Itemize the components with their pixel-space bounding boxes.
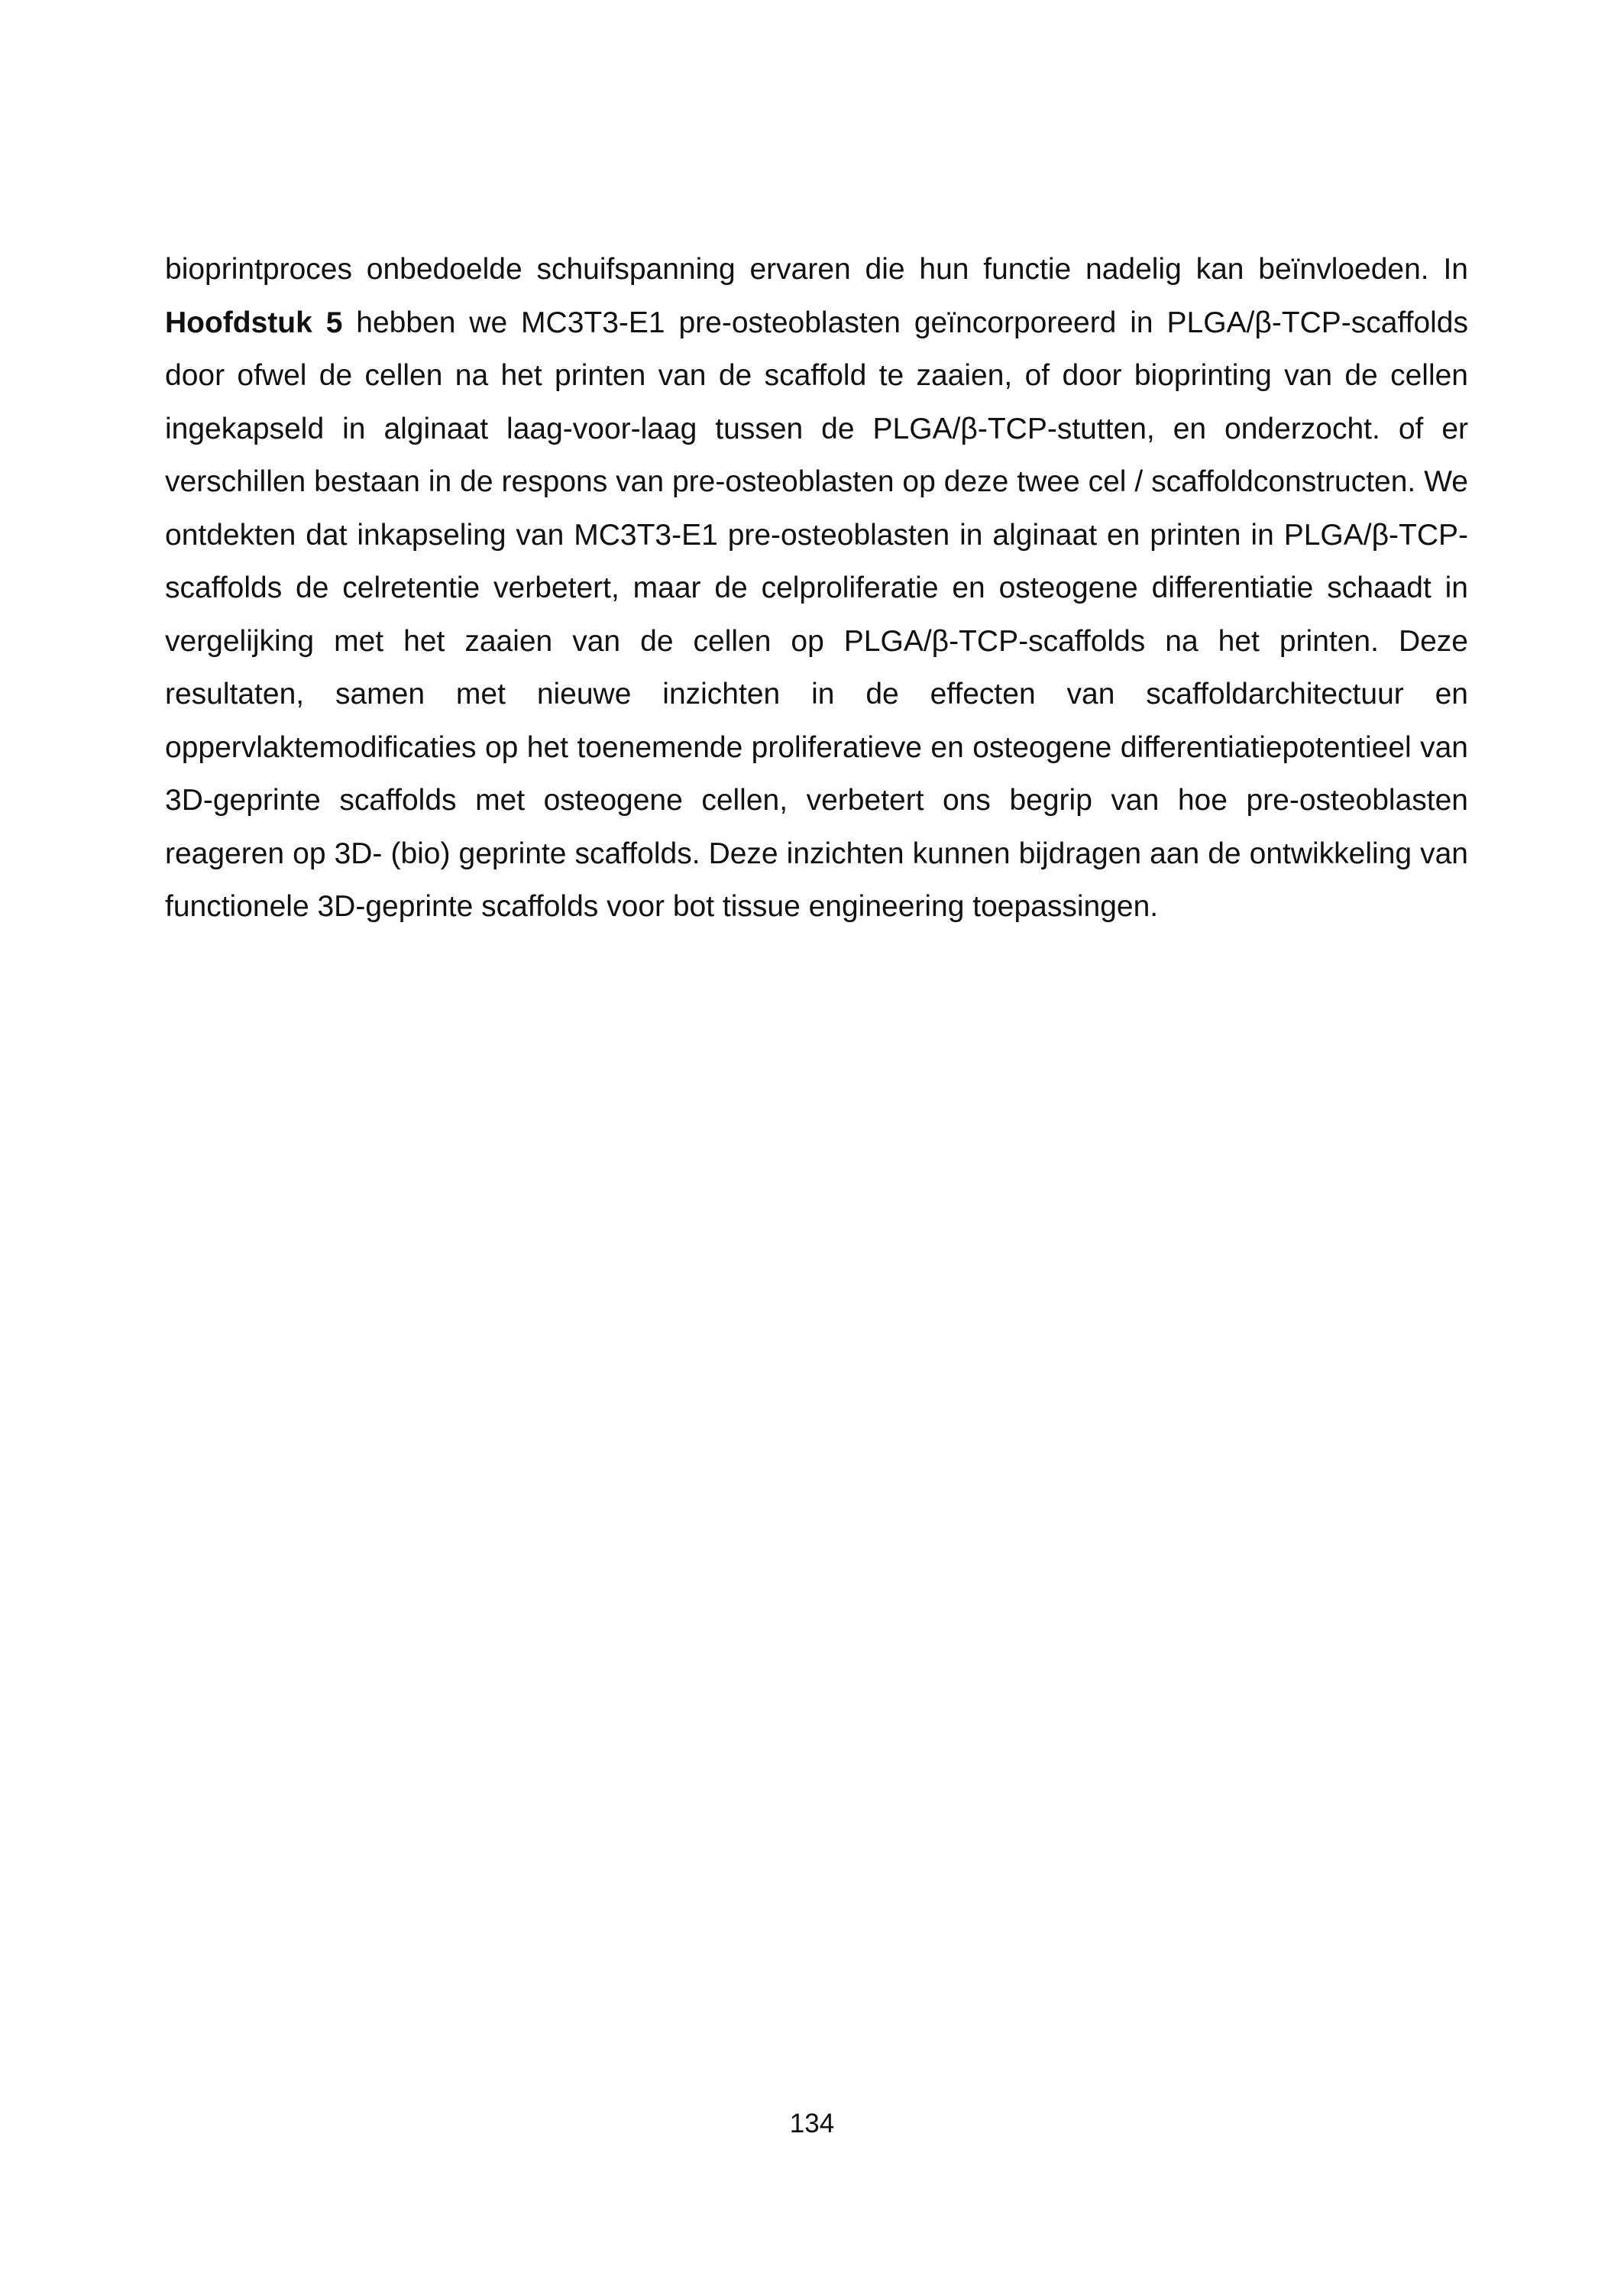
chapter-reference: Hoofdstuk 5 — [165, 306, 343, 339]
body-paragraph — [165, 243, 1468, 934]
page-number: 134 — [789, 2109, 835, 2138]
paragraph-text-start: bioprintproces onbedoelde schuifspanning ervaren die hun functie nadelig kan beïnvloeden. In — [165, 253, 1468, 286]
paragraph-text-rest: hebben we MC3T3-E1 pre-osteoblasten geïncorporeerd in PLGA/β-TCP-scaffolds door ofwel de cellen na het printen van de scaffold te zaaien, of door bioprinting van de cellen ingekapseld in alginaat laag-voor-laag tussen de PLGA/β-TCP-stutten, en onderzocht. of er verschillen bestaan in de respons van pre-osteoblasten op deze twee cel / scaffoldconstructen. We ontdekten dat inkapseling van MC3T3-E1 pre-osteoblasten in alginaat en printen in PLGA/β-TCP-scaffolds de celretentie verbetert, maar de celproliferatie en osteogene differentiatie schaadt in vergelijking met het zaaien van de cellen op PLGA/β-TCP-scaffolds na het printen. Deze resultaten, samen met nieuwe inzichten in de effecten van scaffoldarchitectuur en oppervlaktemodificaties op het toenemende proliferatieve en osteogene differentiatiepotentieel van 3D-geprinte scaffolds met osteogene cellen, verbetert ons begrip van hoe pre-osteoblasten reageren op 3D- (bio) geprinte scaffolds. Deze inzichten kunnen bijdragen aan de ontwikkeling van functionele 3D-geprinte scaffolds voor bot tissue engineering toepassingen. — [165, 306, 1468, 923]
